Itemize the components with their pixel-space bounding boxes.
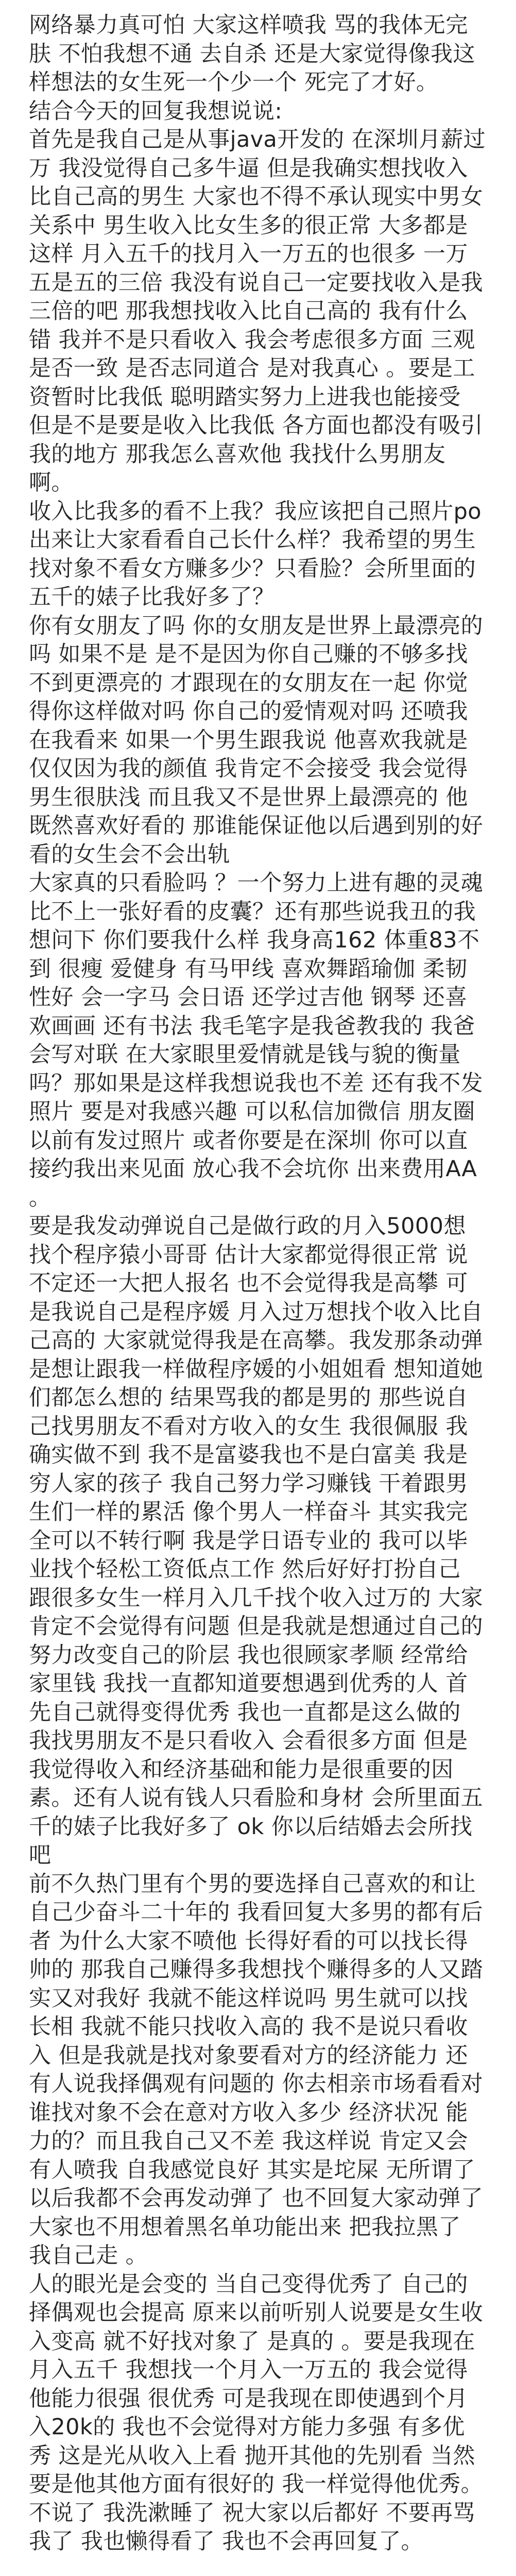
note-paragraph: 收入比我多的看不上我？我应该把自己照片po出来让大家看看自己长什么样？我希望的男生找对象不看女方赚多少？只看脸？会所里面的五千的婊子比我好多了？ (29, 498, 482, 610)
note-paragraph: 你有女朋友了吗 你的女朋友是世界上最漂亮的吗 如果不是 是不是因为你自己赚的不够多找不到更漂亮的 才跟现在的女朋友在一起 你觉得你这样做对吗 你自己的爱情观对吗 还喷我 在我看来 如果一个男生跟我说 他喜欢我就是仅仅因为我的颜值 我肯定不会接受 我会觉得男生很肤浅 而且我又不是世界上最漂亮的 他既然喜欢好看的 那谁能保证他以后遇到别的好看的女生会不会出轨 (29, 613, 484, 868)
note-paragraph: 不说了 我洗漱睡了 祝大家以后都好 不要再骂我了 我也懒得看了 我也不会再回复了。 (29, 2500, 475, 2554)
note-body (29, 11, 487, 2556)
note-paragraph: 前不久热门里有个男的要选择自己喜欢的和让自己少奋斗二十年的 我看回复大多男的都有后者 为什么大家不喷他 长得好看的可以找长得帅的 那我自己赚得多我想找个赚得多的人又踏实又对我好 我就不能这样说吗 男生就可以找长相 我就不能只找收入高的 我不是说只看收入 但是我就是找对象要看对方的经济能力 还有人说我择偶观有问题的 你去相亲市场看看对 谁找对象不会在意对方收入多少 经济状况 能力的？而且我自己又不差 我这样说 肯定又会有人喷我 自我感觉良好 其实是坨屎 无所谓了 以后我都不会再发动弹了 也不回复大家动弹了 大家也不用想着黑名单功能出来 把我拉黑了 我自己走 。 (29, 1871, 484, 2268)
note-paragraph: 结合今天的回复我想说说: (29, 98, 283, 124)
note-paragraph: 大家真的只看脸吗 ？一个努力上进有趣的灵魂比不上一张好看的皮囊？还有那些说我丑的我想问下 你们要我什么样 我身高162 体重83不到 很瘦 爱健身 有马甲线 喜欢舞蹈瑜伽 柔韧性好 会一字马 会日语 还学过吉他 钢琴 还喜欢画画 还有书法 我毛笔字是我爸教我的 我爸会写对联 在大家眼里爱情就是钱与貌的衡量吗？那如果是这样我想说我也不差 还有我不发照片 要是对我感兴趣 可以私信加微信 朋友圈以前有发过照片 或者你要是在深圳 你可以直接约我出来见面 放心我不会坑你 出来费用AA 。 (29, 870, 484, 1211)
note-paragraph: 首先是我自己是从事java开发的 在深圳月薪过万 我没觉得自己多牛逼 但是我确实想找收入比自己高的男生 大家也不得不承认现实中男女关系中 男生收入比女生多的很正常 大多都是这样 月入五千的找月入一万五的也很多 一万五是五的三倍 我没有说自己一定要找收入是我三倍的吧 那我想找收入比自己高的 我有什么错 我并不是只看收入 我会考虑很多方面 三观是否一致 是否志同道合 是对我真心 。要是工资暂时比我低 聪明踏实努力上进我也能接受 但是不是要是收入比我低 各方面也都没有吸引我的地方 那我怎么喜欢他 我找什么男朋友啊。 (29, 127, 486, 496)
note-paragraph: 要是我发动弹说自己是做行政的月入5000想找个程序猿小哥哥 估计大家都觉得很正常 说不定还一大把人报名 也不会觉得我是高攀 可是我说自己是程序媛 月入过万想找个收入比自己高的 大家就觉得我是在高攀。我发那条动弹是想让跟我一样做程序媛的小姐姐看 想知道她们都怎么想的 结果骂我的都是男的 那些说自己找男朋友不看对方收入的女生 我很佩服 我确实做不到 我不是富婆我也不是白富美 我是穷人家的孩子 我自己努力学习赚钱 干着跟男生们一样的累活 像个男人一样奋斗 其实我完全可以不转行啊 我是学日语专业的 我可以毕业找个轻松工资低点工作 然后好好打扮自己 跟很多女生一样月入几千找个收入过万的 大家肯定不会觉得有问题 但是我就是想通过自己的努力改变自己的阶层 我也很顾家孝顺 经常给家里钱 我找一直都知道要想遇到优秀的人 首先自己就得变得优秀 我也一直都是这么做的 我找男朋友不是只看收入 会看很多方面 但是我觉得收入和经济基础和能力是很重要的因素。还有人说有钱人只看脸和身材 会所里面五千的婊子比我好多了 ok 你以后结婚去会所找吧 (29, 1213, 484, 1868)
note-paragraph: 网络暴力真可怕 大家这样喷我 骂的我体无完肤 不怕我想不通 去自杀 还是大家觉得像我这样想法的女生死一个少一个 死完了才好。 (29, 12, 475, 95)
note-paragraph: 人的眼光是会变的 当自己变得优秀了 自己的择偶观也会提高 原来以前听别人说要是女生收入变高 就不好找对象了 是真的 。要是我现在月入五千 我想找一个月入一万五的 我会觉得他能力很强 很优秀 可是我现在即使遇到个月入20k的 我也不会觉得对方能力多强 有多优秀 这是光从收入上看 抛开其他的先别看 当然要是他其他方面有很好的 我一样觉得他优秀。 (29, 2271, 484, 2497)
